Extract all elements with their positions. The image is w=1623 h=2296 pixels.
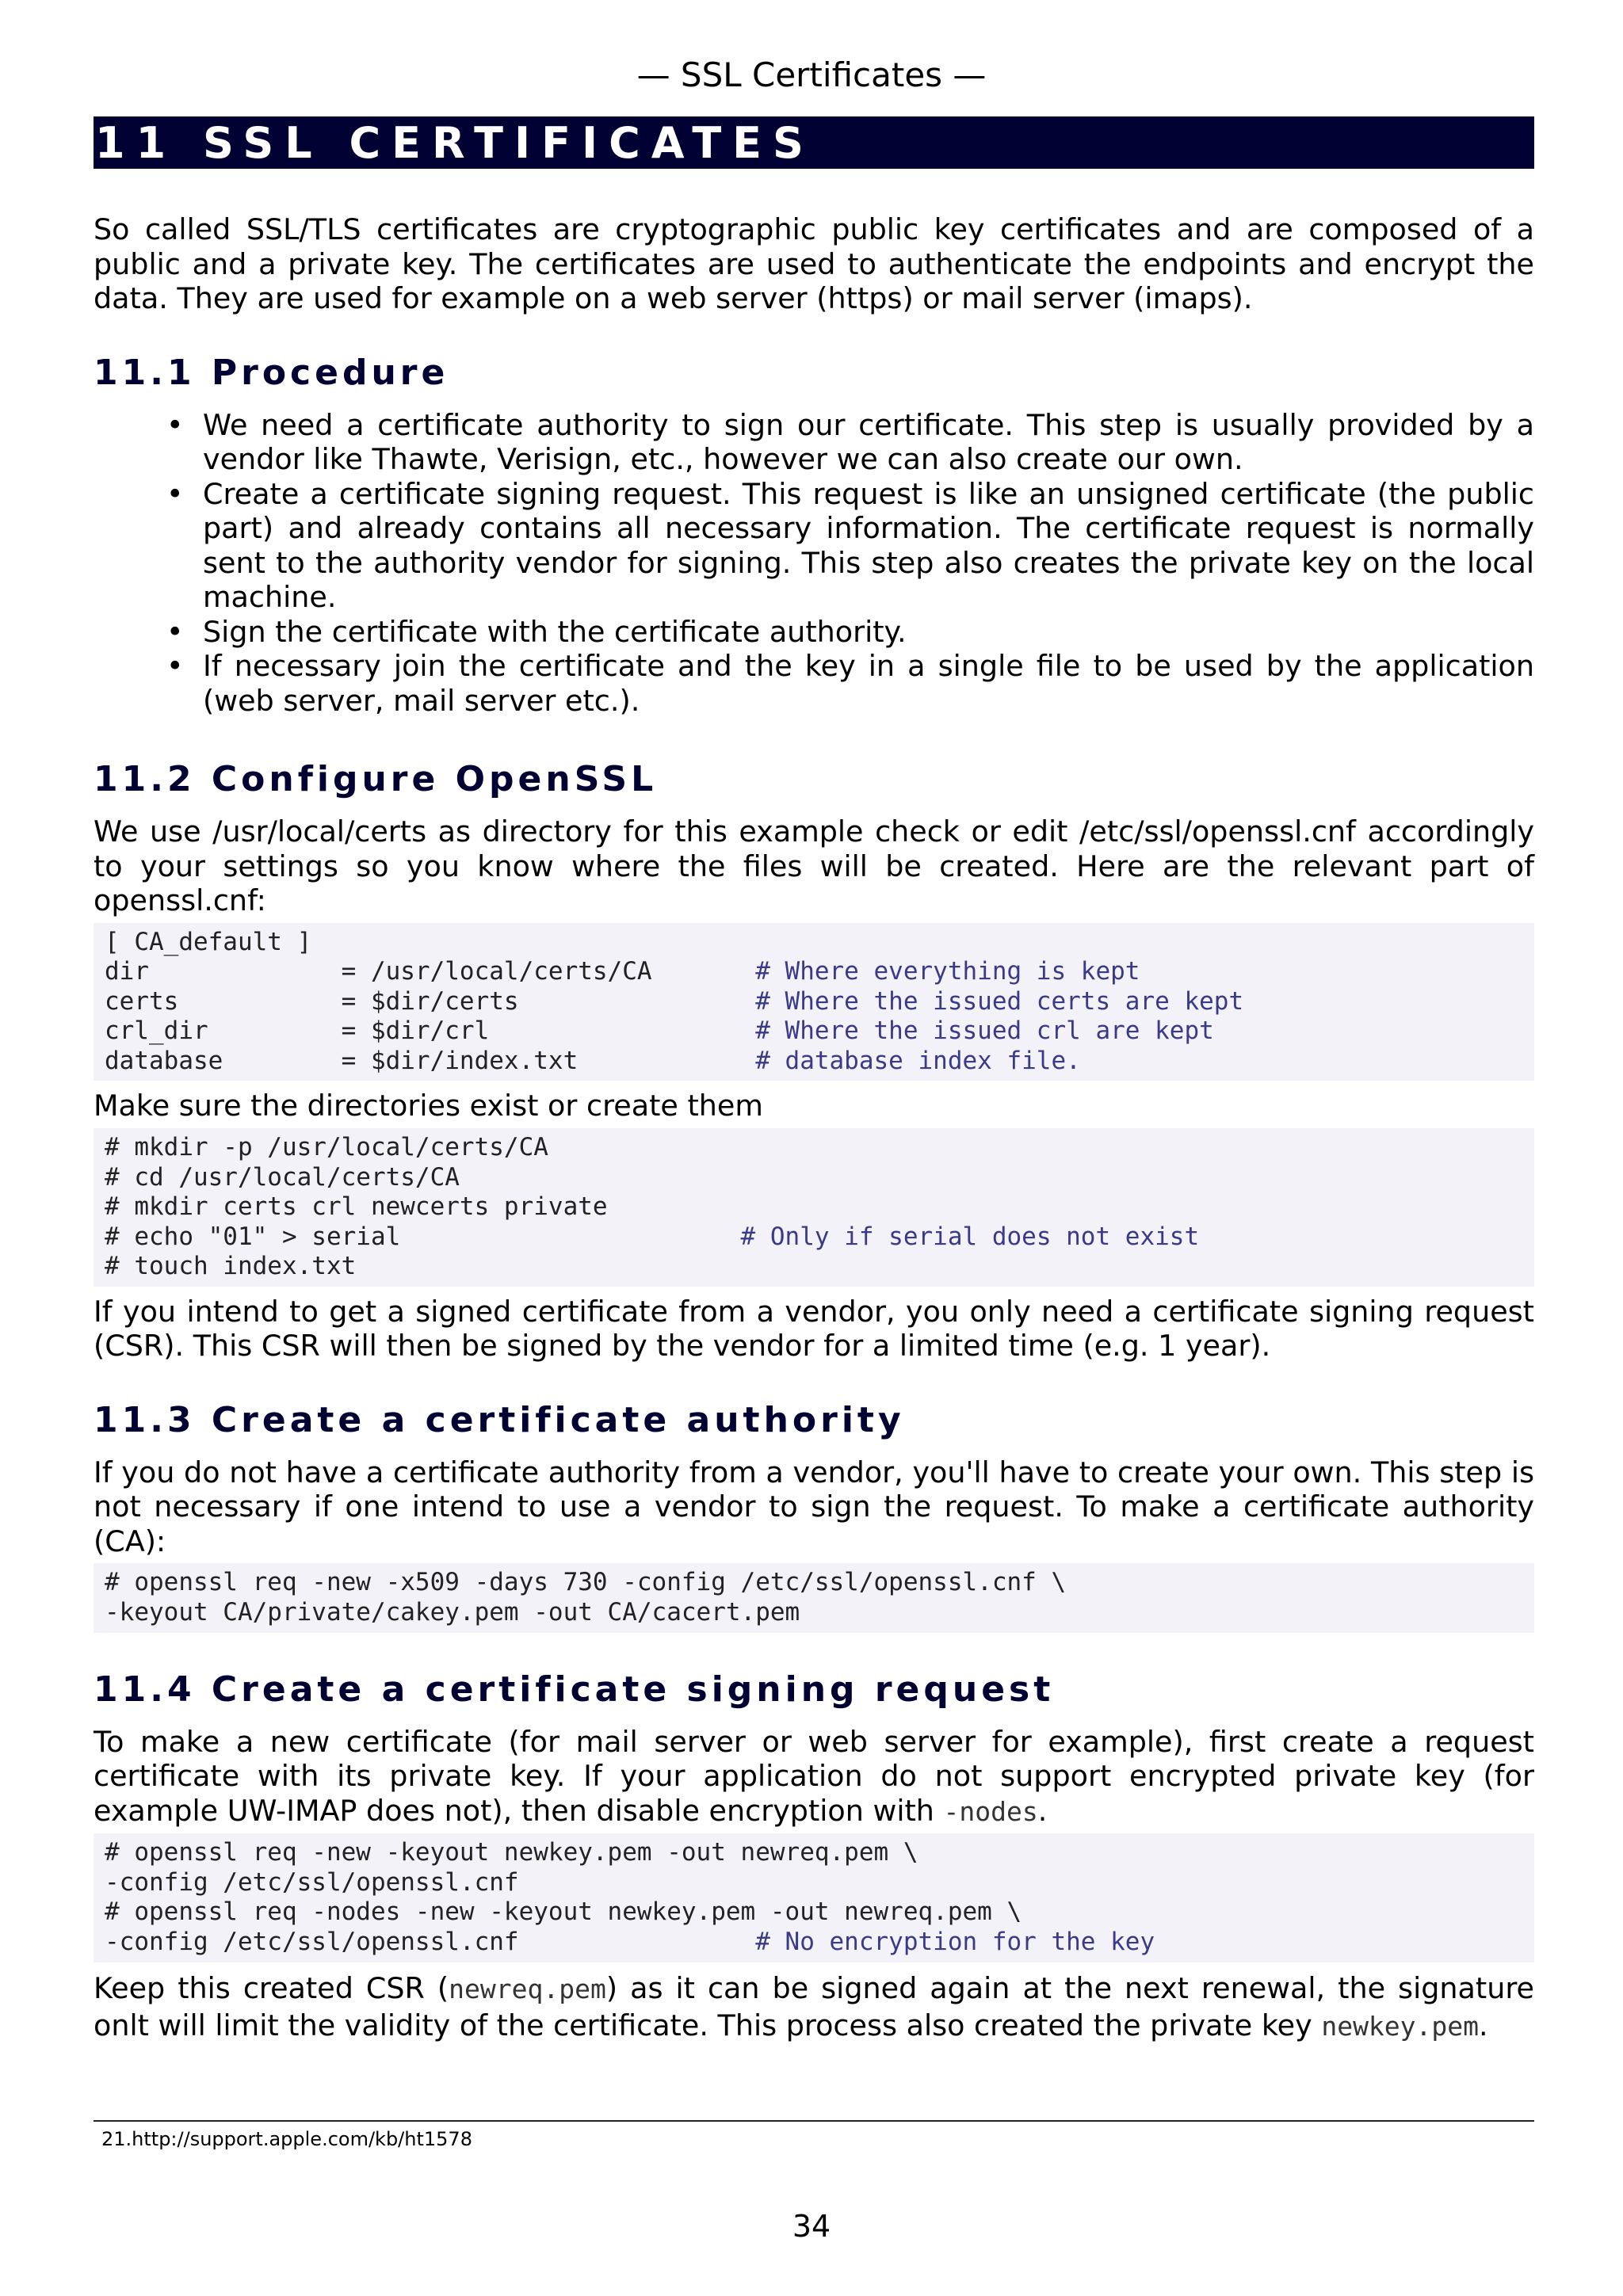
- code-line: certs = $dir/certs # Where the issued certs are kept: [105, 986, 1244, 1016]
- code-block-csr: [94, 1833, 1534, 1962]
- code-line: -config /etc/ssl/openssl.cnf # No encryption for the key: [105, 1927, 1155, 1956]
- footnote: 21.http://support.apple.com/kb/ht1578: [101, 2128, 472, 2150]
- running-head: — SSL Certificates —: [636, 55, 987, 94]
- code-line: [ CA_default ]: [105, 927, 312, 956]
- list-item-text: We need a certificate authority to sign our certificate. This step is usually provided by a vendor like Thawte, Verisign, etc., however we can also create our own.: [203, 407, 1534, 476]
- list-item-text: Sign the certificate with the certificate authority.: [203, 614, 907, 649]
- code-line: # openssl req -new -keyout newkey.pem -out newreq.pem \: [105, 1838, 918, 1867]
- keep-csr-paragraph: Keep this created CSR (newreq.pem) as it can be signed again at the next renewal, the signature onlt will limit the validity of the certificate. This process also created the private key newkey.pem.: [94, 1970, 1534, 2042]
- procedure-list: [94, 408, 1534, 719]
- code-line: -keyout CA/private/cakey.pem -out CA/cacert.pem: [105, 1598, 800, 1627]
- main-content: [94, 212, 1534, 2045]
- code-line: database = $dir/index.txt # database index file.: [105, 1046, 1081, 1075]
- bullet-icon: •: [166, 407, 184, 442]
- list-item: [166, 407, 1534, 477]
- code-line: # openssl req -new -x509 -days 730 -config /etc/ssl/openssl.cnf \: [105, 1568, 1067, 1597]
- page-number: 34: [792, 2209, 831, 2244]
- intro-paragraph: So called SSL/TLS certificates are cryptographic public key certificates and are composed of a public and a private key. The certificates are used to authenticate the endpoints and encrypt the data. They are used for example on a web server (https) or mail server (imaps).: [94, 212, 1534, 315]
- code-line: # echo "01" > serial # Only if serial does not exist: [105, 1222, 1200, 1251]
- bullet-icon: •: [166, 476, 184, 511]
- inline-code: -nodes: [943, 1795, 1038, 1827]
- list-item-text: If necessary join the certificate and the key in a single file to be used by the application (web server, mail server etc.).: [203, 649, 1534, 718]
- code-line: dir = /usr/local/certs/CA # Where everything is kept: [105, 957, 1140, 986]
- code-line: # openssl req -nodes -new -keyout newkey.pem -out newreq.pem \: [105, 1897, 1022, 1927]
- code-line: # mkdir -p /usr/local/certs/CA: [105, 1132, 548, 1161]
- list-item: [166, 614, 1534, 650]
- directories-paragraph: Make sure the directories exist or create them: [94, 1089, 763, 1123]
- code-block-ca: [94, 1563, 1534, 1632]
- code-block-mkdir: [94, 1128, 1534, 1287]
- ca-paragraph: If you do not have a certificate authority from a vendor, you'll have to create your own. This step is not necessary if one intend to use a vendor to sign the request. To make a certificate authority (CA):: [94, 1455, 1534, 1558]
- section-title-ca: 11.3 Create a certificate authority: [94, 1399, 905, 1440]
- section-title-csr: 11.4 Create a certificate signing request: [94, 1669, 1055, 1710]
- code-line: # mkdir certs crl newcerts private: [105, 1192, 608, 1222]
- section-title-configure: 11.2 Configure OpenSSL: [94, 759, 658, 799]
- inline-code: newkey.pem: [1321, 2010, 1480, 2042]
- list-item: [166, 649, 1534, 718]
- bullet-icon: •: [166, 649, 184, 683]
- chapter-title: 11 SSL CERTIFICATES: [95, 118, 815, 168]
- bullet-icon: •: [166, 614, 184, 649]
- code-line: -config /etc/ssl/openssl.cnf: [105, 1867, 519, 1897]
- code-line: # touch index.txt: [105, 1252, 357, 1281]
- code-block-config: [94, 923, 1534, 1081]
- list-item: [166, 476, 1534, 615]
- list-item-text: Create a certificate signing request. This request is like an unsigned certificate (the public part) and already contains all necessary information. The certificate request is normally sent to the authority vendor for signing. This step also creates the private key on the local machine.: [203, 476, 1534, 614]
- inline-code: newreq.pem: [449, 1973, 606, 2004]
- csr-vendor-paragraph: If you intend to get a signed certificate from a vendor, you only need a certificate signing request (CSR). This CSR will then be signed by the vendor for a limited time (e.g. 1 year).: [94, 1294, 1534, 1363]
- csr-paragraph: To make a new certificate (for mail server or web server for example), first create a request certificate with its private key. If your application do not support encrypted private key (for example UW-IMAP does not), then disable encryption with -nodes.: [94, 1724, 1534, 1828]
- configure-paragraph: We use /usr/local/certs as directory for this example check or edit /etc/ssl/openssl.cnf accordingly to your settings so you know where the files will be created. Here are the relevant part of openssl.cnf:: [94, 814, 1534, 917]
- code-line: crl_dir = $dir/crl # Where the issued crl are kept: [105, 1016, 1214, 1046]
- code-line: # cd /usr/local/certs/CA: [105, 1162, 460, 1192]
- section-title-procedure: 11.1 Procedure: [94, 352, 449, 393]
- footnote-divider: [94, 2120, 1534, 2122]
